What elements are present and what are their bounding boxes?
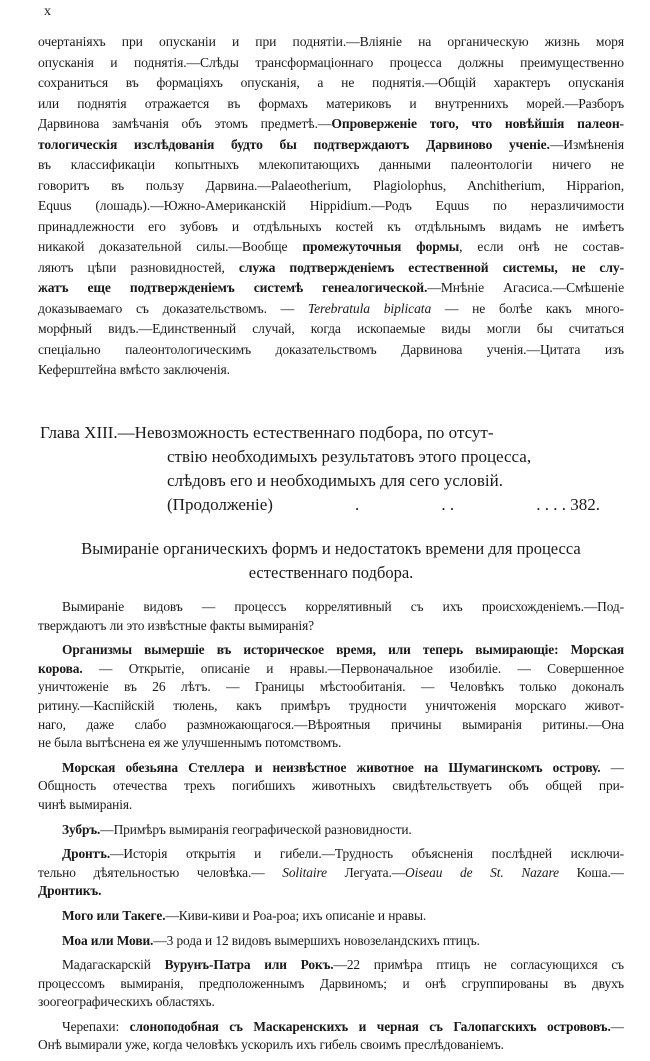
text-run: ляютъ цѣпи разновидностей, <box>38 259 239 275</box>
text-line <box>38 660 624 679</box>
text-line <box>38 155 624 176</box>
text-run: Коша.— <box>558 864 624 880</box>
bold-text: жатъ еще подтвержденiемъ системѣ генеалогической. <box>38 280 428 295</box>
text-line <box>38 32 624 53</box>
text-run: Кеферштейна вмѣсто заключенiя. <box>38 362 230 377</box>
section-title <box>38 537 624 585</box>
text-run: опусканiя и поднятiя.—Слѣды трансформацiоннаго процесса должны преимущественно <box>38 54 624 70</box>
section-title-line: естественнаго подбора. <box>248 563 414 582</box>
chapter-heading <box>40 421 600 517</box>
text-run: Мадагаскарскiй <box>62 957 165 973</box>
text-run: спецiально палеонтологическимъ доказательствомъ Дарвинова ученiя.—Цитата изъ <box>38 341 624 357</box>
summary-paragraph <box>38 641 624 753</box>
text-line <box>38 237 624 258</box>
chapter-title-line: Глава XIII.—Невозможность естественнаго подбора, по отсут- <box>40 423 494 442</box>
text-run: доказываемаго съ доказательствомъ. — <box>38 300 308 316</box>
text-run: ритину.—Каспiйскiй тюлень, какъ примѣръ трудности уничтоженiя морскаго живот- <box>38 697 624 713</box>
bold-text: служа подтвержденiемъ естественной системы, не слу- <box>238 259 624 275</box>
text-line <box>38 258 624 279</box>
text-line <box>38 299 624 320</box>
text-run: наго, даже слабо размножающагося.—Вѣроятныя причины вымиранiя ритины.—Она <box>38 716 624 732</box>
text-line <box>38 993 624 1012</box>
text-line <box>38 53 624 74</box>
text-line <box>38 360 624 381</box>
text-line <box>38 882 624 901</box>
bold-text: Зубръ. <box>62 821 101 837</box>
section-title-line: Вымиранiе органическихъ формъ и недостатокъ времени для процесса <box>81 539 581 558</box>
italic-text: Solitaire <box>282 864 327 880</box>
text-run: чинѣ вымиранiя. <box>38 796 133 812</box>
text-run: принадлежности его зубовъ и отдѣльныхъ костей къ отдѣльнымъ видамъ не имѣетъ <box>38 218 624 234</box>
text-run: —Исторiя открытiя и гибели.—Трудность объясненiя послѣдней исключи- <box>110 846 624 862</box>
text-line <box>38 716 624 735</box>
bold-text: тологическiя изслѣдованiя будто бы подтверждаютъ Дарвиново ученiе. <box>38 136 550 152</box>
text-run: никакой доказательной силы.—Вообще <box>38 239 303 254</box>
bold-text: Моа или Мови. <box>62 932 154 948</box>
text-run: — не болѣе какъ много- <box>431 300 624 316</box>
text-line <box>38 845 624 864</box>
text-run: — <box>610 1018 624 1034</box>
text-line <box>38 278 624 299</box>
text-run: говоритъ въ пользу Дарвина.—Palaeotherium, Plagiolophus, Anchitherium, Hipparion, <box>38 177 624 193</box>
text-line <box>38 176 624 197</box>
text-line <box>38 864 624 883</box>
text-run: зоогеографическихъ областяхъ. <box>38 994 215 1010</box>
text-line <box>38 641 624 660</box>
summary-paragraph <box>38 845 624 901</box>
text-run: —3 рода и 12 видовъ вымершихъ новозеландскихъ птицъ. <box>153 932 480 948</box>
text-line <box>38 114 624 135</box>
summary-paragraph <box>38 759 624 815</box>
text-line <box>38 94 624 115</box>
text-run: —Примѣръ вымиранiя географической разновидности. <box>100 821 412 837</box>
chapter-title-line: слѣдовъ его и необходимыхъ для сего условiй. <box>167 471 503 490</box>
text-line <box>38 73 624 94</box>
text-run: уничтоженiе въ 26 лѣтъ. — Границы мѣстообитанiя. — Человѣкъ только доконалъ <box>38 679 624 695</box>
bold-text: Дронтикъ. <box>38 883 102 899</box>
summary-paragraph <box>38 821 624 840</box>
text-line <box>38 759 624 778</box>
text-run: въ классификацiи копытныхъ млекопитающихъ данными палеонтологiи ничего не <box>38 157 624 172</box>
text-line <box>38 678 624 697</box>
text-run: —22 примѣра птицъ не согласующихся съ <box>333 957 624 973</box>
text-line <box>38 777 624 796</box>
bold-text: Морская обезьяна Стеллера и неизвѣстное животное на Шумагинскомъ острову. <box>62 759 601 775</box>
summary-paragraph <box>38 1018 624 1055</box>
bold-text: Вурунъ-Патра или Рокъ. <box>164 957 334 973</box>
summary-paragraph <box>38 956 624 1012</box>
text-run: очертанiяхъ при опусканiи и при поднятiи.—Влiянiе на органическую жизнь моря <box>38 34 624 49</box>
italic-text: Oiseau de St. Nazare <box>405 864 559 880</box>
intro-paragraph <box>38 32 624 381</box>
italic-text: Terebratula biplicata <box>307 300 432 316</box>
text-run: тверждаютъ ли это извѣстные факты вымиранiя? <box>38 617 314 633</box>
bold-text: корова. <box>38 660 83 676</box>
text-run: Вымиранiе видовъ — процессъ коррелятивный съ ихъ происхожденiемъ.—Под- <box>62 599 624 614</box>
text-run: Черепахи: <box>62 1018 130 1034</box>
summary-paragraph <box>38 598 624 635</box>
text-run: Легуата.— <box>326 864 405 880</box>
bold-text: Мого или Такеге. <box>62 907 166 923</box>
text-line <box>38 598 624 617</box>
text-line <box>38 697 624 716</box>
bold-text: слоноподобная съ Маскаренскихъ и черная съ Галопагскихъ острововъ. <box>129 1018 611 1034</box>
text-run: морфный видъ.—Единственный случай, когда ископаемые виды могли бы считаться <box>38 321 624 336</box>
text-run: —Мнѣнiе Агасиса.—Смѣшенiе <box>427 280 624 295</box>
text-run: или поднятiя отражается въ формахъ материковъ и внутреннихъ морей.—Разборъ <box>38 95 624 111</box>
text-line <box>38 617 624 636</box>
text-line <box>38 217 624 238</box>
text-line <box>38 196 624 217</box>
text-run: Дарвинова замѣчанiя объ этомъ предметѣ.— <box>38 116 332 131</box>
summary-paragraph <box>38 907 624 926</box>
summary-paragraph <box>38 932 624 951</box>
page-number: x <box>44 4 51 19</box>
text-run: , если онѣ не состав- <box>459 239 624 254</box>
text-line <box>38 340 624 361</box>
text-line <box>38 932 624 951</box>
text-line <box>38 135 624 156</box>
text-line <box>38 734 624 753</box>
leader-dots: . . <box>441 495 455 514</box>
text-line <box>38 907 624 926</box>
text-run: — Открытiе, описанiе и нравы.—Первоначальное изобилiе. — Совершенное <box>82 660 624 676</box>
text-run: —Измѣненiя <box>549 136 624 152</box>
bold-text: Опроверженiе того, что новѣйшiя палеон- <box>331 116 624 131</box>
text-line <box>38 975 624 994</box>
text-run: сохраниться въ формацiяхъ опусканiя, а не поднятiя.—Общiй характеръ опусканiя <box>38 75 624 90</box>
text-line <box>38 319 624 340</box>
chapter-continuation-label: (Продолженiе) <box>167 495 273 514</box>
text-run: Онѣ вымирали уже, когда человѣкъ ускорилъ ихъ гибель своимъ преслѣдованiемъ. <box>38 1037 504 1053</box>
bold-text: Организмы вымершiе въ историческое время, или теперь вымирающiе: Морская <box>62 642 624 658</box>
text-line <box>38 796 624 815</box>
text-run: процессомъ вымиранiя, предположеннымъ Дарвиномъ; и онѣ сгруппированы въ двухъ <box>38 975 624 991</box>
text-run: —Киви-киви и Роа-роа; ихъ описанiе и нравы. <box>165 907 427 923</box>
chapter-toc-entry <box>40 493 600 517</box>
text-line <box>38 1036 624 1055</box>
bold-text: промежуточныя формы <box>302 239 460 254</box>
text-line <box>38 1018 624 1037</box>
leader-dots: . <box>355 495 360 514</box>
text-run: Equus (лошадь).—Южно-Американскiй Hippidium.—Родъ Equus по неразличимости <box>38 198 624 213</box>
chapter-title-line: ствiю необходимыхъ результатовъ этого процесса, <box>167 447 532 466</box>
text-line <box>38 956 624 975</box>
leader-dots: . . . . 382. <box>536 495 600 514</box>
text-line <box>38 821 624 840</box>
text-run: Общность отечества трехъ погибшихъ животныхъ свидѣтельствуетъ объ общей при- <box>38 778 624 794</box>
text-run: не была вытѣснена ея же улучшеннымъ потомствомъ. <box>38 735 342 751</box>
text-run: тельно дѣятельностью человѣка.— <box>38 864 283 880</box>
text-run: — <box>600 759 624 775</box>
chapter-page-number: 382. <box>570 495 600 514</box>
summary-paragraphs <box>38 598 624 1061</box>
bold-text: Дронтъ. <box>62 846 111 862</box>
